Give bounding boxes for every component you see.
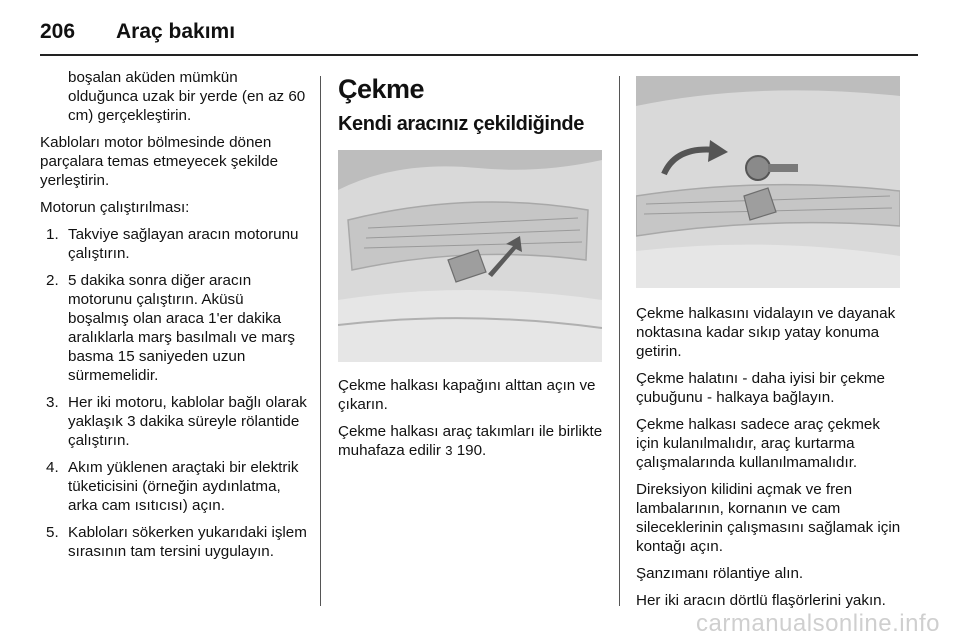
column-right [636,68,902,618]
step-text: Akım yüklenen araçtaki bir elektrik tüketicisini (örneğin aydınlatma, arka cam ısıtıcısı) açın. [68,459,299,514]
screw-eye-text: Çekme halkasını vidalayın ve dayanak noktasına kadar sıkıp yatay konuma getirin. [636,305,896,360]
step-text: Takviye sağlayan aracın motorunu çalıştırın. [68,226,299,262]
section-heading: Çekme [338,74,425,104]
step-text: Her iki motoru, kablolar bağlı olarak yaklaşık 3 dakika süreyle rölantide çalıştırın. [68,394,307,449]
step-number: 1. [46,226,59,243]
step-number: 4. [46,459,59,476]
ignition-text: Direksiyon kilidini açmak ve fren lambalarının, kornanın ve cam sileceklerinin çalışmasını sağlamak için kontağı açın. [636,481,901,555]
list-item [40,271,308,385]
list-item [40,458,308,515]
page-header [40,14,918,56]
section-subheading: Kendi aracınız çekildiğinde [338,113,584,135]
column-middle [338,68,604,468]
neutral-text: Şanzımanı rölantiye alın. [636,565,804,582]
step-number: 5. [46,524,59,541]
list-item [40,225,308,263]
page-number: 206 [40,20,76,43]
tow-eye-illustration [636,76,900,288]
storage-page-ref: 190. [456,442,487,459]
step-text: Kabloları sökerken yukarıdaki işlem sırasının tam tersini uygulayın. [68,524,307,560]
watermark: carmanualsonline.info [696,610,940,637]
cable-placement-text: Kabloları motor bölmesinde dönen parçalara temas etmeyecek şekilde yerleştirin. [40,134,279,189]
usage-warning-text: Çekme halkası sadece araç çekmek için kulanılmalıdır, araç kurtarma çalışmalarında kullanılmamalıdır. [636,416,880,471]
column-divider-right [619,76,620,606]
tow-cover-illustration [338,150,602,362]
step-number: 2. [46,272,59,289]
storage-text-main: Çekme halkası araç takımları ile birlikte muhafaza edilir [338,423,603,459]
steps-list [40,225,308,561]
storage-text [338,422,604,460]
step-number: 3. [46,394,59,411]
list-item [40,523,308,561]
reference-arrow-icon: 3 [445,443,453,458]
hazard-lights-text: Her iki aracın dörtlü flaşörlerini yakın. [636,592,886,609]
column-left [40,68,308,569]
list-item [40,393,308,450]
step-text: 5 dakika sonra diğer aracın motorunu çalıştırın. Aküsü boşalmış olan araca 1'er dakika aralıklarla marş basılmalı ve marş basma 15 saniyeden uzun sürmemelidir. [68,272,296,384]
engine-start-intro: Motorun çalıştırılması: [40,199,190,216]
page-title: Araç bakımı [116,20,236,43]
continued-text: boşalan aküden mümkün olduğunca uzak bir yerde (en az 60 cm) gerçekleştirin. [68,69,306,124]
column-divider-left [320,76,321,606]
attach-rope-text: Çekme halatını - daha iyisi bir çekme çubuğunu - halkaya bağlayın. [636,370,886,406]
open-cover-text: Çekme halkası kapağını alttan açın ve çıkarın. [338,377,596,413]
